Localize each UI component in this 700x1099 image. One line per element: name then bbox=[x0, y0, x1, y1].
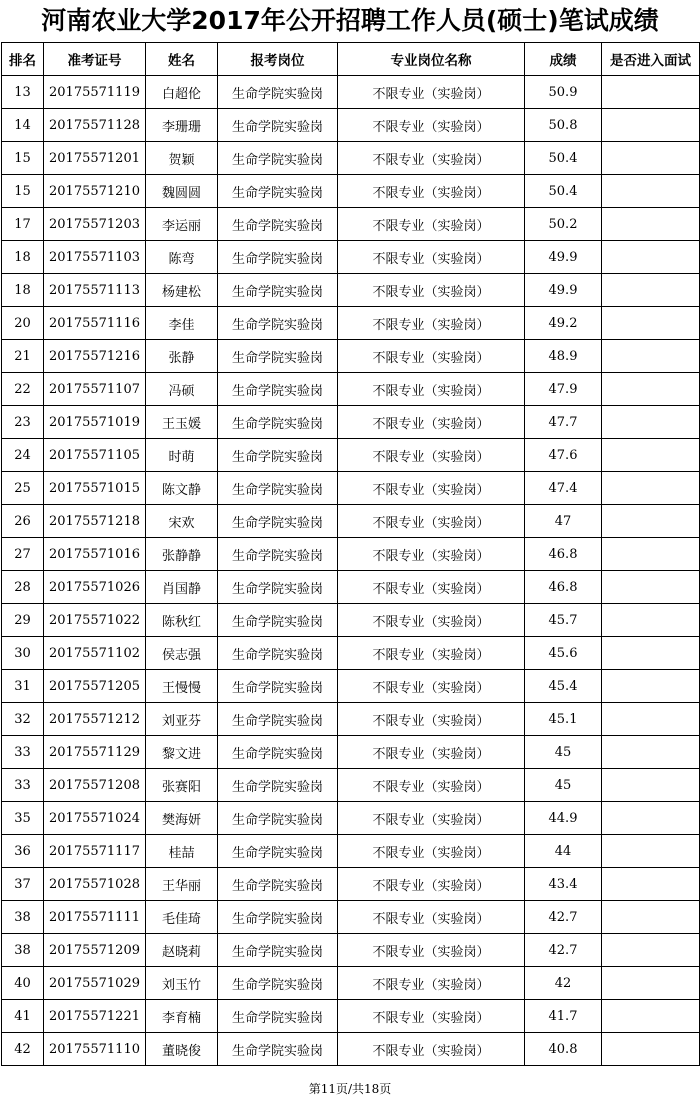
cell-interview bbox=[602, 472, 700, 505]
cell-applied-position: 生命学院实验岗 bbox=[218, 109, 338, 142]
cell-name: 张赛阳 bbox=[146, 769, 218, 802]
cell-name: 宋欢 bbox=[146, 505, 218, 538]
cell-interview bbox=[602, 736, 700, 769]
table-row bbox=[2, 868, 700, 901]
cell-interview bbox=[602, 340, 700, 373]
table-row bbox=[2, 637, 700, 670]
cell-interview bbox=[602, 538, 700, 571]
cell-name: 陈秋红 bbox=[146, 604, 218, 637]
cell-rank: 24 bbox=[2, 439, 44, 472]
cell-ticket-number: 20175571026 bbox=[44, 571, 146, 604]
cell-score: 49.2 bbox=[525, 307, 602, 340]
table-row bbox=[2, 670, 700, 703]
cell-major-position: 不限专业（实验岗） bbox=[338, 604, 525, 637]
cell-interview bbox=[602, 439, 700, 472]
cell-name: 陈文静 bbox=[146, 472, 218, 505]
cell-rank: 33 bbox=[2, 736, 44, 769]
header-rank: 排名 bbox=[2, 43, 44, 76]
cell-major-position: 不限专业（实验岗） bbox=[338, 472, 525, 505]
cell-ticket-number: 20175571216 bbox=[44, 340, 146, 373]
cell-score: 50.2 bbox=[525, 208, 602, 241]
cell-applied-position: 生命学院实验岗 bbox=[218, 802, 338, 835]
table-row bbox=[2, 208, 700, 241]
cell-ticket-number: 20175571201 bbox=[44, 142, 146, 175]
cell-interview bbox=[602, 769, 700, 802]
table-row bbox=[2, 274, 700, 307]
cell-major-position: 不限专业（实验岗） bbox=[338, 769, 525, 802]
cell-name: 樊海妍 bbox=[146, 802, 218, 835]
cell-major-position: 不限专业（实验岗） bbox=[338, 1033, 525, 1066]
cell-interview bbox=[602, 967, 700, 1000]
cell-major-position: 不限专业（实验岗） bbox=[338, 373, 525, 406]
cell-major-position: 不限专业（实验岗） bbox=[338, 439, 525, 472]
cell-name: 李珊珊 bbox=[146, 109, 218, 142]
cell-score: 45.6 bbox=[525, 637, 602, 670]
cell-interview bbox=[602, 109, 700, 142]
cell-interview bbox=[602, 802, 700, 835]
cell-score: 46.8 bbox=[525, 571, 602, 604]
cell-ticket-number: 20175571212 bbox=[44, 703, 146, 736]
cell-name: 王慢慢 bbox=[146, 670, 218, 703]
cell-major-position: 不限专业（实验岗） bbox=[338, 76, 525, 109]
cell-rank: 22 bbox=[2, 373, 44, 406]
cell-score: 44 bbox=[525, 835, 602, 868]
cell-rank: 27 bbox=[2, 538, 44, 571]
cell-ticket-number: 20175571218 bbox=[44, 505, 146, 538]
cell-interview bbox=[602, 241, 700, 274]
cell-interview bbox=[602, 505, 700, 538]
cell-major-position: 不限专业（实验岗） bbox=[338, 274, 525, 307]
cell-interview bbox=[602, 571, 700, 604]
cell-applied-position: 生命学院实验岗 bbox=[218, 538, 338, 571]
cell-applied-position: 生命学院实验岗 bbox=[218, 703, 338, 736]
cell-name: 毛佳琦 bbox=[146, 901, 218, 934]
cell-applied-position: 生命学院实验岗 bbox=[218, 505, 338, 538]
cell-applied-position: 生命学院实验岗 bbox=[218, 76, 338, 109]
cell-rank: 33 bbox=[2, 769, 44, 802]
cell-major-position: 不限专业（实验岗） bbox=[338, 109, 525, 142]
cell-applied-position: 生命学院实验岗 bbox=[218, 967, 338, 1000]
cell-interview bbox=[602, 1033, 700, 1066]
cell-major-position: 不限专业（实验岗） bbox=[338, 406, 525, 439]
cell-name: 李运丽 bbox=[146, 208, 218, 241]
cell-score: 47.9 bbox=[525, 373, 602, 406]
table-row bbox=[2, 472, 700, 505]
cell-ticket-number: 20175571113 bbox=[44, 274, 146, 307]
cell-ticket-number: 20175571022 bbox=[44, 604, 146, 637]
cell-ticket-number: 20175571103 bbox=[44, 241, 146, 274]
cell-interview bbox=[602, 142, 700, 175]
header-score: 成绩 bbox=[525, 43, 602, 76]
cell-name: 刘玉竹 bbox=[146, 967, 218, 1000]
table-row bbox=[2, 142, 700, 175]
cell-rank: 21 bbox=[2, 340, 44, 373]
cell-rank: 18 bbox=[2, 241, 44, 274]
cell-applied-position: 生命学院实验岗 bbox=[218, 406, 338, 439]
cell-rank: 40 bbox=[2, 967, 44, 1000]
cell-score: 45 bbox=[525, 769, 602, 802]
cell-major-position: 不限专业（实验岗） bbox=[338, 208, 525, 241]
cell-rank: 32 bbox=[2, 703, 44, 736]
cell-ticket-number: 20175571203 bbox=[44, 208, 146, 241]
cell-name: 李佳 bbox=[146, 307, 218, 340]
cell-ticket-number: 20175571208 bbox=[44, 769, 146, 802]
cell-applied-position: 生命学院实验岗 bbox=[218, 208, 338, 241]
cell-name: 时萌 bbox=[146, 439, 218, 472]
score-table bbox=[1, 42, 700, 1066]
cell-ticket-number: 20175571116 bbox=[44, 307, 146, 340]
cell-applied-position: 生命学院实验岗 bbox=[218, 604, 338, 637]
cell-applied-position: 生命学院实验岗 bbox=[218, 736, 338, 769]
cell-applied-position: 生命学院实验岗 bbox=[218, 934, 338, 967]
cell-ticket-number: 20175571107 bbox=[44, 373, 146, 406]
cell-score: 45.1 bbox=[525, 703, 602, 736]
cell-name: 赵晓莉 bbox=[146, 934, 218, 967]
cell-rank: 17 bbox=[2, 208, 44, 241]
page-title: 河南农业大学2017年公开招聘工作人员(硕士)笔试成绩 bbox=[41, 6, 659, 35]
table-row bbox=[2, 1033, 700, 1066]
cell-name: 侯志强 bbox=[146, 637, 218, 670]
table-row bbox=[2, 901, 700, 934]
cell-interview bbox=[602, 835, 700, 868]
cell-name: 王玉媛 bbox=[146, 406, 218, 439]
cell-rank: 13 bbox=[2, 76, 44, 109]
cell-score: 49.9 bbox=[525, 241, 602, 274]
cell-ticket-number: 20175571128 bbox=[44, 109, 146, 142]
cell-major-position: 不限专业（实验岗） bbox=[338, 670, 525, 703]
table-row bbox=[2, 538, 700, 571]
header-name: 姓名 bbox=[146, 43, 218, 76]
cell-applied-position: 生命学院实验岗 bbox=[218, 769, 338, 802]
cell-major-position: 不限专业（实验岗） bbox=[338, 1000, 525, 1033]
cell-name: 董晓俊 bbox=[146, 1033, 218, 1066]
table-row bbox=[2, 769, 700, 802]
cell-score: 45 bbox=[525, 736, 602, 769]
table-row bbox=[2, 505, 700, 538]
cell-applied-position: 生命学院实验岗 bbox=[218, 373, 338, 406]
cell-rank: 26 bbox=[2, 505, 44, 538]
table-row bbox=[2, 241, 700, 274]
cell-applied-position: 生命学院实验岗 bbox=[218, 571, 338, 604]
cell-rank: 20 bbox=[2, 307, 44, 340]
cell-score: 50.9 bbox=[525, 76, 602, 109]
cell-name: 白超伦 bbox=[146, 76, 218, 109]
cell-major-position: 不限专业（实验岗） bbox=[338, 241, 525, 274]
cell-major-position: 不限专业（实验岗） bbox=[338, 934, 525, 967]
table-row bbox=[2, 439, 700, 472]
table-header-row bbox=[2, 43, 700, 76]
cell-applied-position: 生命学院实验岗 bbox=[218, 472, 338, 505]
cell-rank: 29 bbox=[2, 604, 44, 637]
cell-ticket-number: 20175571119 bbox=[44, 76, 146, 109]
cell-major-position: 不限专业（实验岗） bbox=[338, 868, 525, 901]
header-applied-position: 报考岗位 bbox=[218, 43, 338, 76]
cell-applied-position: 生命学院实验岗 bbox=[218, 670, 338, 703]
cell-ticket-number: 20175571016 bbox=[44, 538, 146, 571]
cell-score: 47 bbox=[525, 505, 602, 538]
cell-major-position: 不限专业（实验岗） bbox=[338, 703, 525, 736]
cell-score: 41.7 bbox=[525, 1000, 602, 1033]
cell-rank: 18 bbox=[2, 274, 44, 307]
table-row bbox=[2, 802, 700, 835]
cell-applied-position: 生命学院实验岗 bbox=[218, 439, 338, 472]
cell-ticket-number: 20175571028 bbox=[44, 868, 146, 901]
table-row bbox=[2, 934, 700, 967]
cell-rank: 35 bbox=[2, 802, 44, 835]
cell-name: 李育楠 bbox=[146, 1000, 218, 1033]
cell-score: 45.7 bbox=[525, 604, 602, 637]
cell-interview bbox=[602, 868, 700, 901]
cell-major-position: 不限专业（实验岗） bbox=[338, 967, 525, 1000]
table-row bbox=[2, 835, 700, 868]
table-row bbox=[2, 175, 700, 208]
cell-applied-position: 生命学院实验岗 bbox=[218, 637, 338, 670]
cell-name: 冯硕 bbox=[146, 373, 218, 406]
cell-name: 黎文进 bbox=[146, 736, 218, 769]
cell-interview bbox=[602, 373, 700, 406]
cell-applied-position: 生命学院实验岗 bbox=[218, 307, 338, 340]
cell-applied-position: 生命学院实验岗 bbox=[218, 1033, 338, 1066]
cell-rank: 38 bbox=[2, 901, 44, 934]
cell-rank: 38 bbox=[2, 934, 44, 967]
cell-ticket-number: 20175571029 bbox=[44, 967, 146, 1000]
cell-major-position: 不限专业（实验岗） bbox=[338, 637, 525, 670]
cell-score: 46.8 bbox=[525, 538, 602, 571]
cell-applied-position: 生命学院实验岗 bbox=[218, 835, 338, 868]
cell-interview bbox=[602, 208, 700, 241]
cell-applied-position: 生命学院实验岗 bbox=[218, 274, 338, 307]
cell-major-position: 不限专业（实验岗） bbox=[338, 736, 525, 769]
cell-rank: 28 bbox=[2, 571, 44, 604]
cell-rank: 36 bbox=[2, 835, 44, 868]
cell-score: 42 bbox=[525, 967, 602, 1000]
cell-ticket-number: 20175571105 bbox=[44, 439, 146, 472]
cell-major-position: 不限专业（实验岗） bbox=[338, 901, 525, 934]
cell-major-position: 不限专业（实验岗） bbox=[338, 571, 525, 604]
cell-applied-position: 生命学院实验岗 bbox=[218, 901, 338, 934]
cell-score: 50.4 bbox=[525, 142, 602, 175]
cell-name: 肖国静 bbox=[146, 571, 218, 604]
cell-rank: 14 bbox=[2, 109, 44, 142]
table-row bbox=[2, 307, 700, 340]
table-row bbox=[2, 1000, 700, 1033]
header-ticket-number: 准考证号 bbox=[44, 43, 146, 76]
cell-score: 42.7 bbox=[525, 934, 602, 967]
cell-rank: 30 bbox=[2, 637, 44, 670]
cell-major-position: 不限专业（实验岗） bbox=[338, 835, 525, 868]
header-major-position: 专业岗位名称 bbox=[338, 43, 525, 76]
cell-name: 张静静 bbox=[146, 538, 218, 571]
cell-interview bbox=[602, 76, 700, 109]
cell-interview bbox=[602, 901, 700, 934]
cell-interview bbox=[602, 406, 700, 439]
cell-interview bbox=[602, 670, 700, 703]
header-interview: 是否进入面试 bbox=[602, 43, 700, 76]
cell-applied-position: 生命学院实验岗 bbox=[218, 241, 338, 274]
cell-name: 魏圆圆 bbox=[146, 175, 218, 208]
cell-score: 44.9 bbox=[525, 802, 602, 835]
cell-applied-position: 生命学院实验岗 bbox=[218, 175, 338, 208]
cell-applied-position: 生命学院实验岗 bbox=[218, 142, 338, 175]
cell-applied-position: 生命学院实验岗 bbox=[218, 1000, 338, 1033]
cell-score: 45.4 bbox=[525, 670, 602, 703]
cell-rank: 42 bbox=[2, 1033, 44, 1066]
cell-score: 47.7 bbox=[525, 406, 602, 439]
cell-major-position: 不限专业（实验岗） bbox=[338, 802, 525, 835]
table-row bbox=[2, 967, 700, 1000]
cell-score: 47.6 bbox=[525, 439, 602, 472]
cell-interview bbox=[602, 274, 700, 307]
cell-name: 王华丽 bbox=[146, 868, 218, 901]
cell-major-position: 不限专业（实验岗） bbox=[338, 307, 525, 340]
cell-rank: 15 bbox=[2, 175, 44, 208]
table-row bbox=[2, 109, 700, 142]
cell-score: 49.9 bbox=[525, 274, 602, 307]
cell-score: 40.8 bbox=[525, 1033, 602, 1066]
page-footer: 第11页/共18页 bbox=[308, 1082, 392, 1096]
cell-interview bbox=[602, 175, 700, 208]
cell-ticket-number: 20175571117 bbox=[44, 835, 146, 868]
cell-ticket-number: 20175571205 bbox=[44, 670, 146, 703]
table-row bbox=[2, 604, 700, 637]
cell-rank: 31 bbox=[2, 670, 44, 703]
cell-rank: 25 bbox=[2, 472, 44, 505]
cell-major-position: 不限专业（实验岗） bbox=[338, 538, 525, 571]
cell-major-position: 不限专业（实验岗） bbox=[338, 505, 525, 538]
cell-score: 43.4 bbox=[525, 868, 602, 901]
table-row bbox=[2, 571, 700, 604]
cell-interview bbox=[602, 307, 700, 340]
cell-name: 贺颖 bbox=[146, 142, 218, 175]
table-row bbox=[2, 340, 700, 373]
table-row bbox=[2, 373, 700, 406]
cell-major-position: 不限专业（实验岗） bbox=[338, 340, 525, 373]
cell-name: 杨建松 bbox=[146, 274, 218, 307]
cell-ticket-number: 20175571102 bbox=[44, 637, 146, 670]
cell-applied-position: 生命学院实验岗 bbox=[218, 868, 338, 901]
cell-name: 张静 bbox=[146, 340, 218, 373]
cell-score: 47.4 bbox=[525, 472, 602, 505]
cell-ticket-number: 20175571015 bbox=[44, 472, 146, 505]
cell-score: 50.8 bbox=[525, 109, 602, 142]
cell-interview bbox=[602, 604, 700, 637]
cell-name: 刘亚芬 bbox=[146, 703, 218, 736]
cell-ticket-number: 20175571129 bbox=[44, 736, 146, 769]
cell-rank: 23 bbox=[2, 406, 44, 439]
cell-name: 陈弯 bbox=[146, 241, 218, 274]
cell-major-position: 不限专业（实验岗） bbox=[338, 175, 525, 208]
cell-rank: 41 bbox=[2, 1000, 44, 1033]
cell-major-position: 不限专业（实验岗） bbox=[338, 142, 525, 175]
cell-ticket-number: 20175571019 bbox=[44, 406, 146, 439]
cell-name: 桂喆 bbox=[146, 835, 218, 868]
cell-interview bbox=[602, 1000, 700, 1033]
cell-ticket-number: 20175571209 bbox=[44, 934, 146, 967]
cell-applied-position: 生命学院实验岗 bbox=[218, 340, 338, 373]
table-row bbox=[2, 76, 700, 109]
table-body bbox=[2, 76, 700, 1066]
cell-ticket-number: 20175571024 bbox=[44, 802, 146, 835]
cell-ticket-number: 20175571111 bbox=[44, 901, 146, 934]
cell-ticket-number: 20175571221 bbox=[44, 1000, 146, 1033]
cell-interview bbox=[602, 703, 700, 736]
cell-score: 48.9 bbox=[525, 340, 602, 373]
cell-score: 42.7 bbox=[525, 901, 602, 934]
cell-interview bbox=[602, 934, 700, 967]
table-row bbox=[2, 703, 700, 736]
cell-interview bbox=[602, 637, 700, 670]
table-row bbox=[2, 406, 700, 439]
cell-score: 50.4 bbox=[525, 175, 602, 208]
cell-rank: 15 bbox=[2, 142, 44, 175]
table-row bbox=[2, 736, 700, 769]
cell-ticket-number: 20175571110 bbox=[44, 1033, 146, 1066]
cell-ticket-number: 20175571210 bbox=[44, 175, 146, 208]
cell-rank: 37 bbox=[2, 868, 44, 901]
